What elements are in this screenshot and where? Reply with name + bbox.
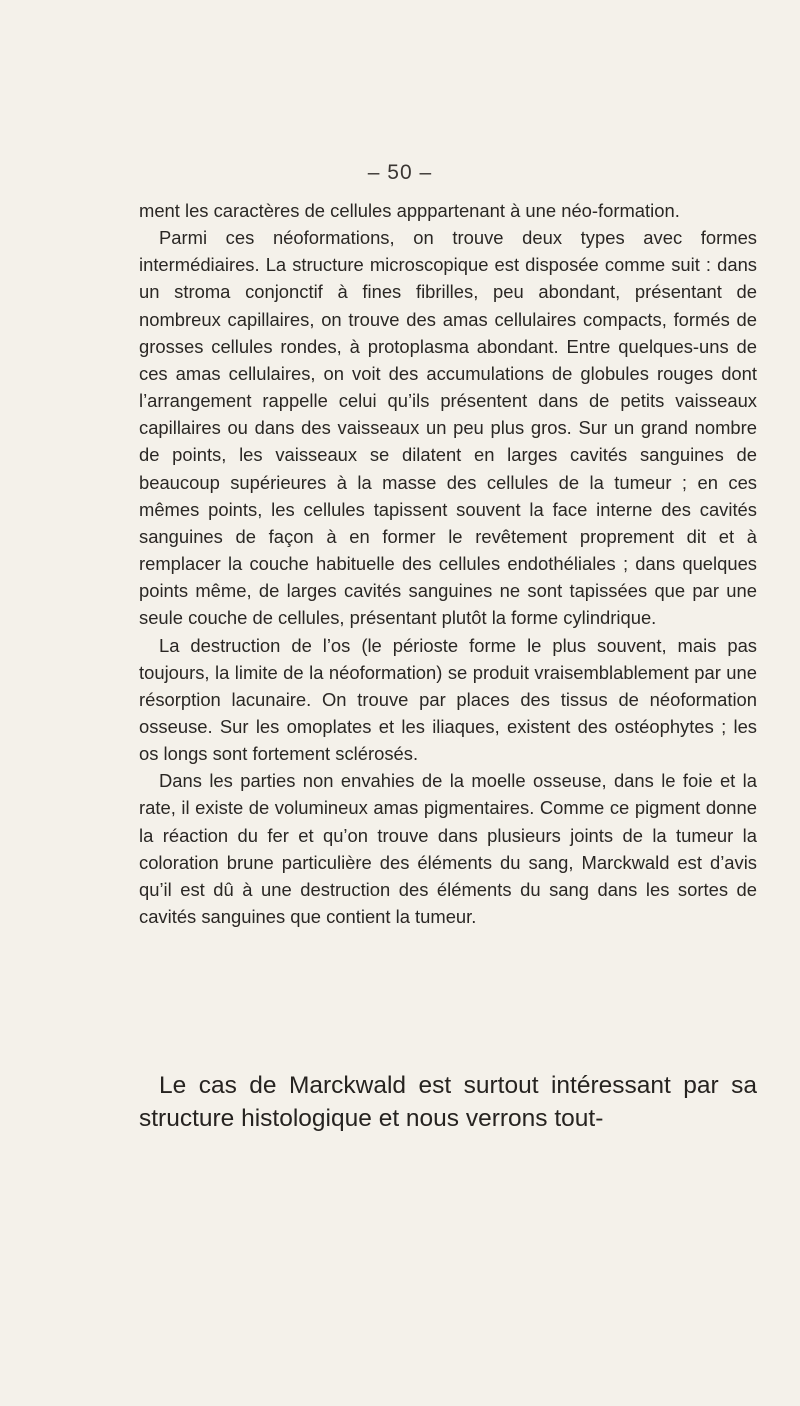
paragraph-4: Dans les parties non envahies de la moelle osseuse, dans le foie et la rate, il existe de volumineux amas pigmentaires. Comme ce pigment donne la réaction du fer et qu’on trouve dans plusieurs joints de la tumeur la coloration brune particulière des éléments du sang, Marckwald est d’avis qu’il est dû à une destruction des éléments du sang dans les sortes de cavités sanguines que contient la tumeur. (139, 770, 757, 928)
paragraph-2: Parmi ces néoformations, on trouve deux types avec formes intermédiaires. La structure microscopique est disposée comme suit : dans un stroma conjonctif à fines fibrilles, peu abondant, présentant de nombreux capillaires, on trouve des amas cellulaires compacts, formés de grosses cellules rondes, à protoplasma abondant. Entre quelques-uns de ces amas cellulaires, on voit des accumulations de globules rouges dont l’arrangement rappelle celui qu’ils présentent dans de petits vaisseaux capillaires ou dans des vaisseaux un peu plus gros. Sur un grand nombre de points, les vaisseaux se dilatent en larges cavités sanguines de beaucoup supérieures à la masse des cellules de la tumeur ; en ces mêmes points, les cellules tapissent souvent la face interne des cavités sanguines de façon à en former le revêtement proprement dit et à remplacer la couche habituelle des cellules endothéliales ; dans quelques points même, de larges cavités sanguines ne sont tapissées que par une seule couche de cellules, présentant plutôt la forme cylindrique. (139, 227, 757, 629)
closing-text (139, 1069, 757, 1135)
paragraph-5: Le cas de Marckwald est surtout intéressant par sa structure histologique et nous verrons tout- (139, 1072, 757, 1132)
paragraph-3: La destruction de l’os (le périoste forme le plus souvent, mais pas toujours, la limite de la néoformation) se produit vraisemblablement par une résorption lacunaire. On trouve par places des tissus de néoformation osseuse. Sur les omoplates et les iliaques, existent des ostéophytes ; les os longs sont fortement sclérosés. (139, 634, 757, 765)
page-number: – 50 – (367, 161, 433, 184)
paragraph-1: ment les caractères de cellules apppartenant à une néo-formation. (139, 200, 680, 221)
body-text (139, 197, 757, 930)
